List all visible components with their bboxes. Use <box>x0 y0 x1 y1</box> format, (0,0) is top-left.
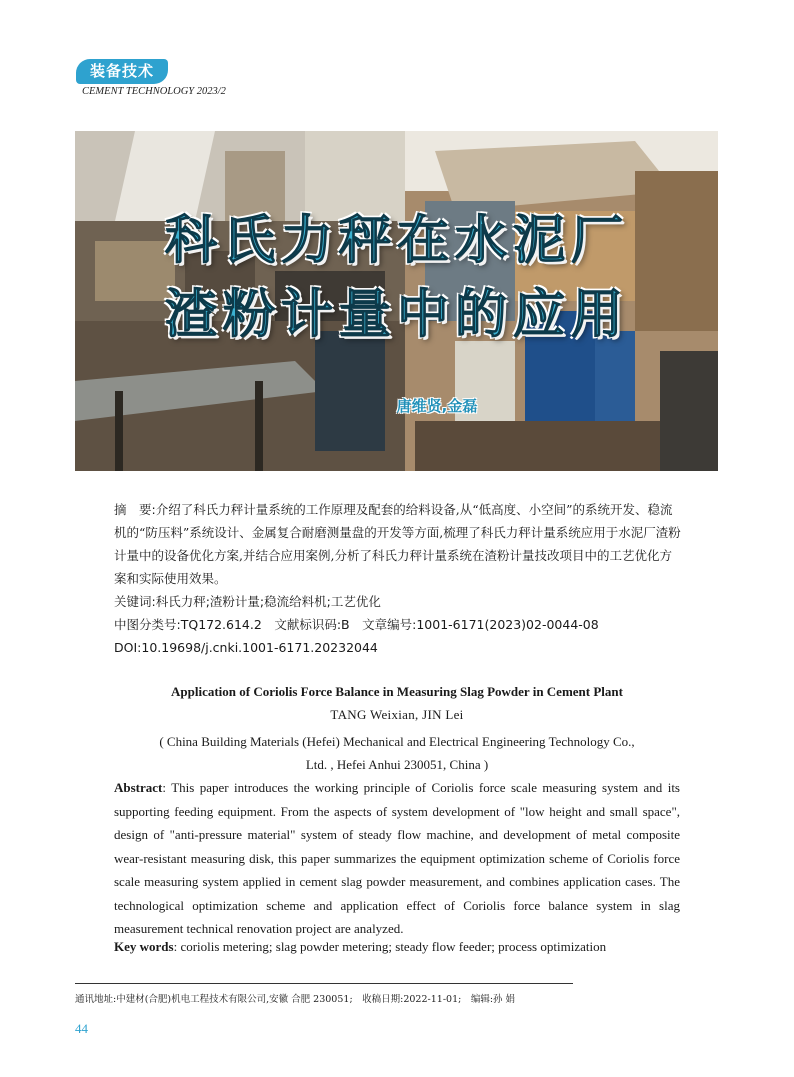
english-abstract <box>114 776 680 941</box>
section-tag: 装备技术 <box>76 59 168 84</box>
abstract-cn <box>114 498 684 590</box>
english-affiliation <box>114 730 680 776</box>
doi-line <box>114 636 684 659</box>
keywords-cn <box>114 590 684 613</box>
abstract-en-label: Abstract <box>114 780 163 795</box>
keywords-en-label: Key words <box>114 939 174 954</box>
affiliation-line2: Ltd. , Hefei Anhui 230051, China ) <box>305 757 489 772</box>
doi-value: 10.19698/j.cnki.1001-6171.20232044 <box>141 640 378 655</box>
abstract-cn-text: 介绍了科氏力秤计量系统的工作原理及配套的给料设备,从“低高度、小空间”的系统开发、稳流机的“防压料”系统设计、金属复合耐磨测量盘的开发等方面,梳理了科氏力秤计量系统应用于水泥厂渣粉计量中的设备优化方案,并结合应用案例,分析了科氏力秤计量系统在渣粉计量技改项目中的工艺优化方案和实际使用效果。 <box>114 502 681 586</box>
abstract-en-text: : This paper introduces the working principle of Coriolis force scale measuring system and its supporting feeding equipment. From the aspects of system development of "low height and small space", design of "anti-pressure material" system of steady flow machine, and development of metal composite wear-resistant measuring disk, this paper summarizes the equipment optimization scheme of Coriolis force scale measuring system applied in cement slag powder measurement, and combines application cases. The technological optimization scheme and application effect of Coriolis force balance system in slag measurement technical renovation project are analyzed. <box>114 780 680 936</box>
keywords-cn-label: 关键词: <box>114 594 156 609</box>
clc-label: 中图分类号: <box>114 617 181 632</box>
doc-code-label: 文献标识码: <box>274 617 342 632</box>
chinese-front-matter <box>114 498 684 659</box>
affiliation-line1: ( China Building Materials (Hefei) Mechanical and Electrical Engineering Technology Co., <box>159 734 635 749</box>
article-no-value: 1001-6171(2023)02-0044-08 <box>416 617 599 632</box>
journal-running-head: CEMENT TECHNOLOGY 2023/2 <box>82 86 226 97</box>
english-keywords <box>114 939 680 955</box>
article-no-label: 文章编号: <box>362 617 417 632</box>
article-title-line1: 科氏力秤在水泥厂 <box>164 211 629 271</box>
doi-label: DOI: <box>114 640 142 655</box>
page-number: 44 <box>75 1021 88 1036</box>
article-title-line2: 渣粉计量中的应用 <box>164 285 629 345</box>
clc-value: TQ172.614.2 <box>180 617 262 632</box>
doc-code-value: B <box>341 617 350 632</box>
abstract-cn-label: 摘 要: <box>114 502 156 517</box>
keywords-cn-text: 科氏力秤;渣粉计量;稳流给料机;工艺优化 <box>155 594 381 609</box>
keywords-en-text: : coriolis metering; slag powder metering; steady flow feeder; process optimization <box>173 939 607 954</box>
article-authors: 唐维贤,金磊 <box>396 397 478 415</box>
classification-line <box>114 613 684 636</box>
footnote: 通讯地址:中建材(合肥)机电工程技术有限公司,安徽 合肥 230051; 收稿日期:2022-11-01; 编辑:孙 娟 <box>75 994 516 1005</box>
footnote-divider <box>75 983 573 984</box>
english-authors: TANG Weixian, JIN Lei <box>330 707 464 722</box>
english-title: Application of Coriolis Force Balance in Measuring Slag Powder in Cement Plant <box>171 684 623 699</box>
